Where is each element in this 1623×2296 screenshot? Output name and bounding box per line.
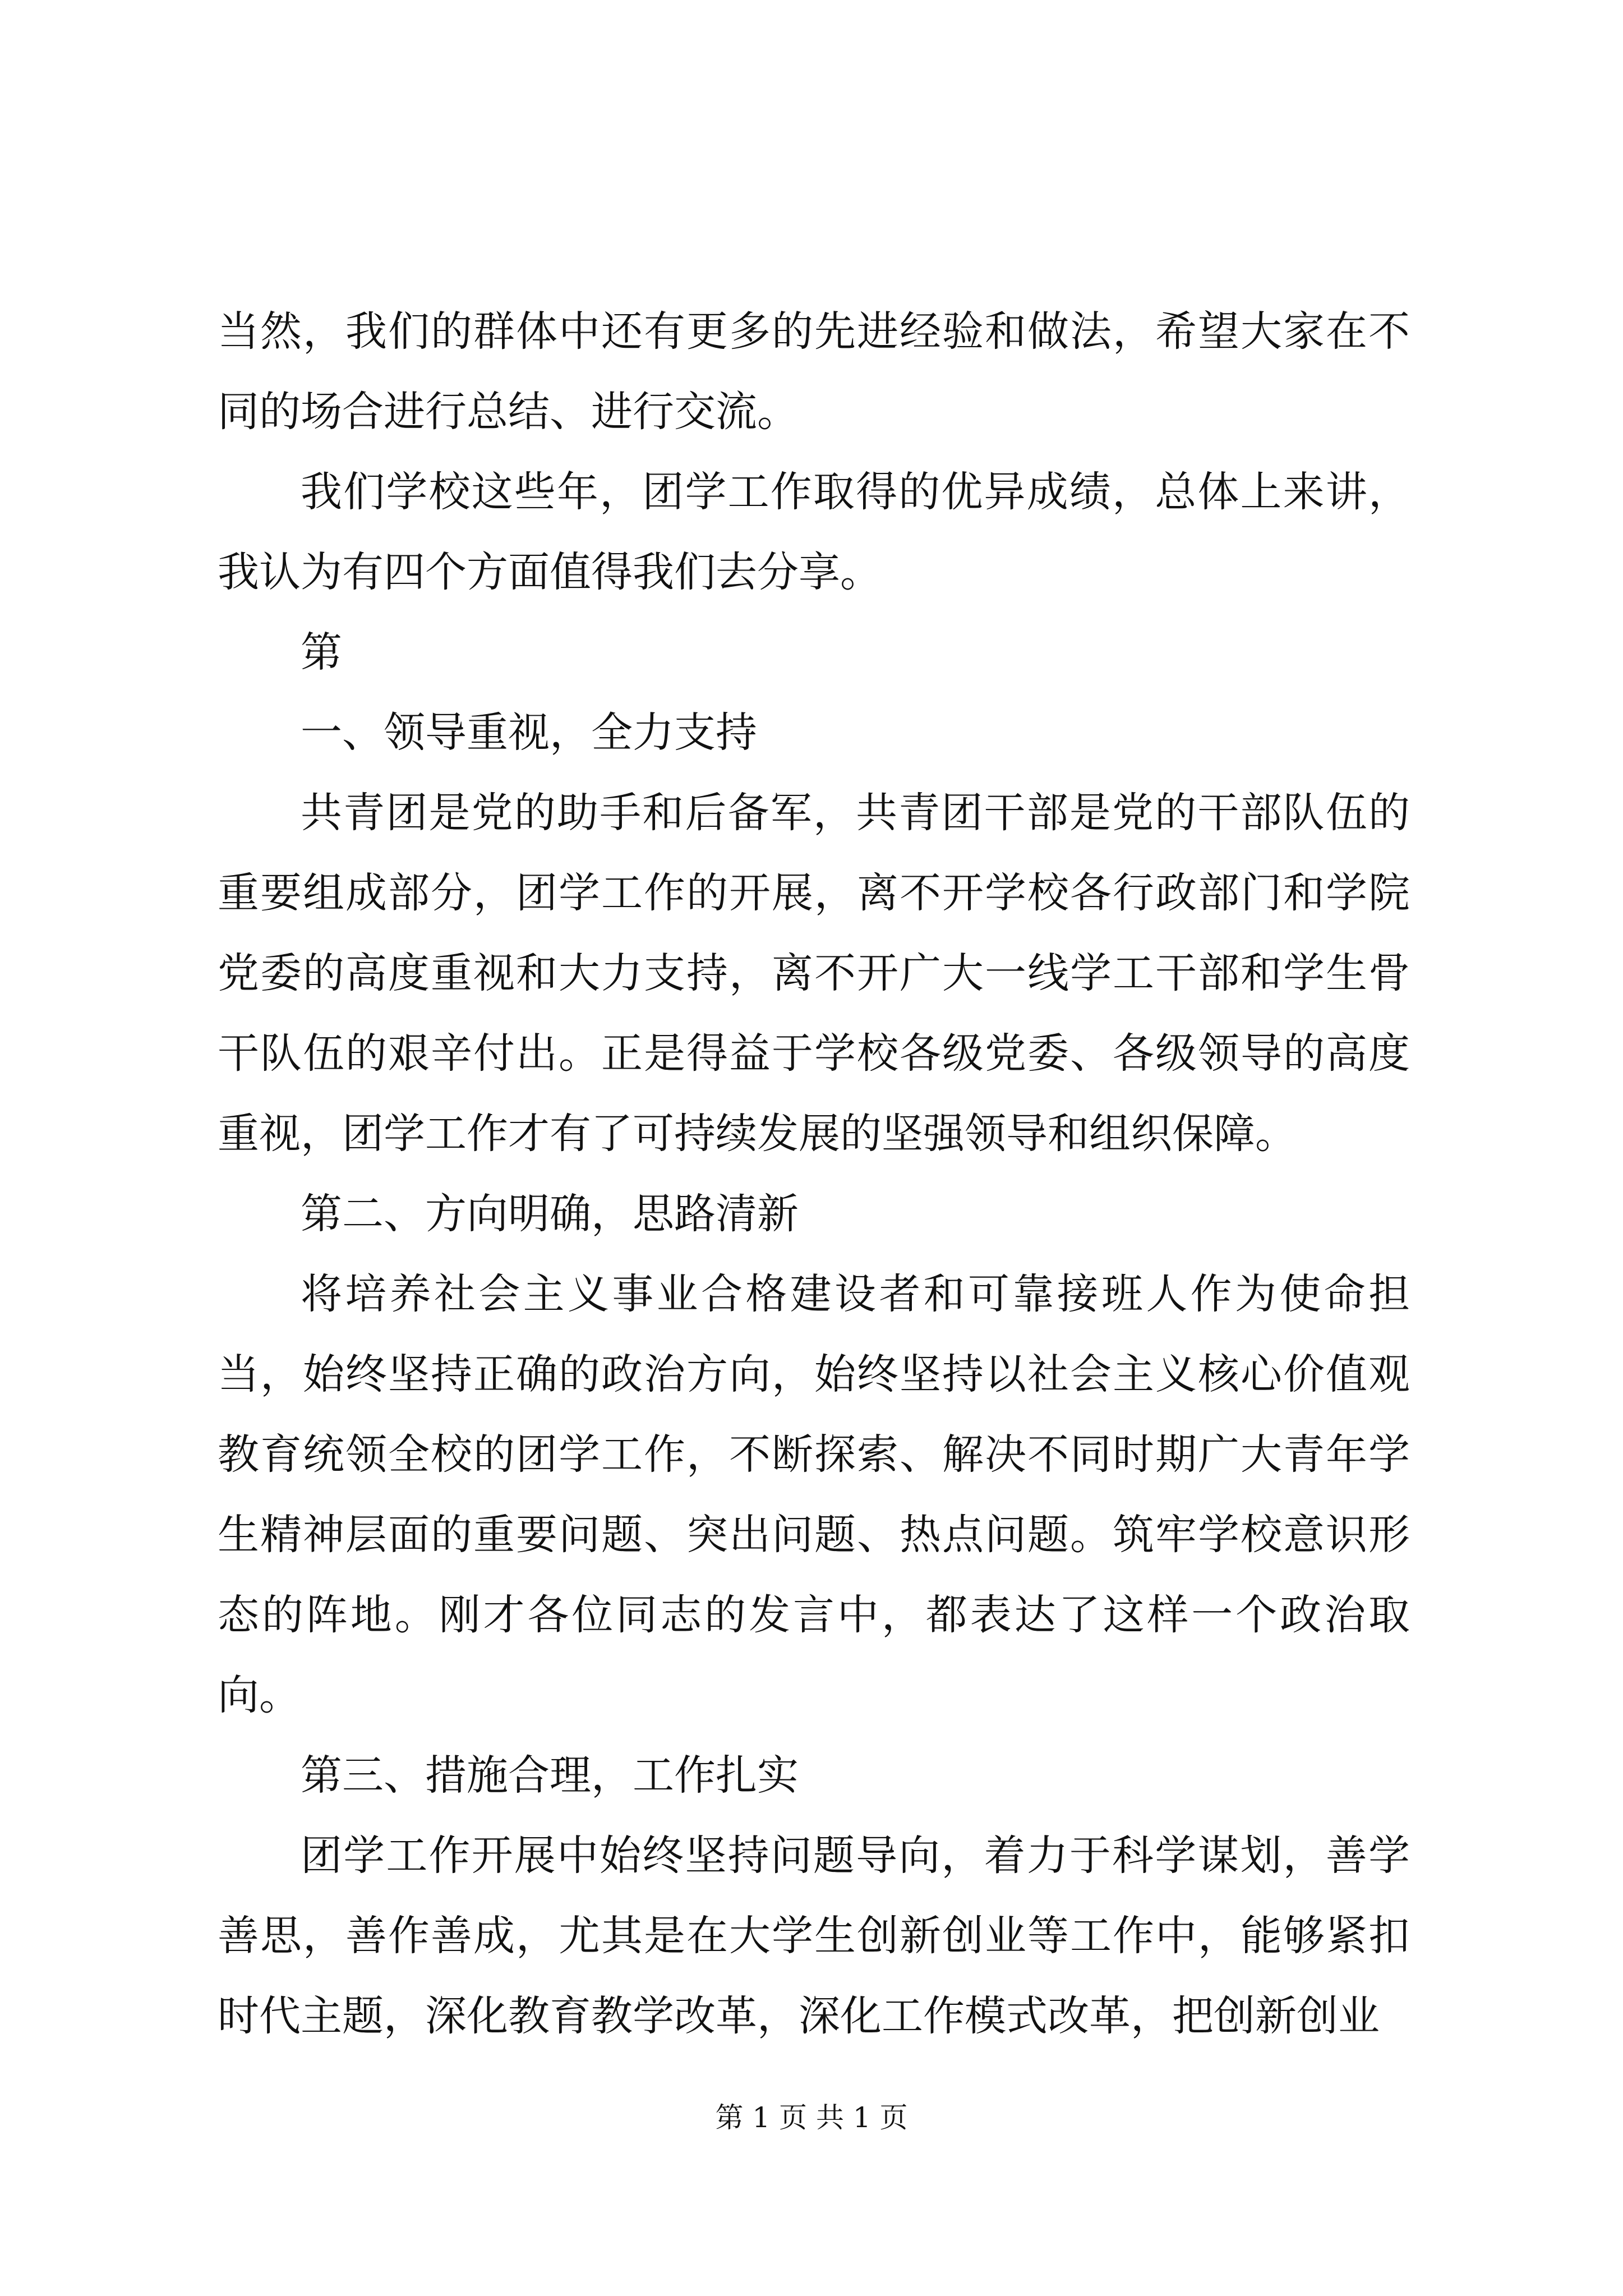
page-footer: 第 1 页 共 1 页 xyxy=(715,2101,908,2134)
paragraph-2: 我们学校这些年，团学工作取得的优异成绩，总体上来讲，我认为有四个方面值得我们去分享。 xyxy=(218,468,1410,596)
document-body xyxy=(218,292,1410,2056)
paragraph-3: 第 xyxy=(301,628,342,677)
paragraph-6: 团学工作开展中始终坚持问题导向，着力于科学谋划，善学善思，善作善成，尤其是在大学生创新创业等工作中，能够紧扣时代主题，深化教育教学改革，深化工作模式改革，把创新创业 xyxy=(218,1832,1410,2040)
paragraph-5: 将培养社会主义事业合格建设者和可靠接班人作为使命担当，始终坚持正确的政治方向，始终坚持以社会主义核心价值观教育统领全校的团学工作，不断探索、解决不同时期广大青年学生精神层面的重要问题、突出问题、热点问题。筑牢学校意识形态的阵地。刚才各位同志的发言中，都表达了这样一个政治取向。 xyxy=(218,1270,1410,1719)
section-heading-3: 第三、措施合理，工作扎实 xyxy=(301,1751,799,1800)
section-heading-2: 第二、方向明确，思路清新 xyxy=(301,1190,799,1238)
paragraph-4: 共青团是党的助手和后备军，共青团干部是党的干部队伍的重要组成部分，团学工作的开展，离不开学校各行政部门和学院党委的高度重视和大力支持，离不开广大一线学工干部和学生骨干队伍的艰辛付出。正是得益于学校各级党委、各级领导的高度重视，团学工作才有了可持续发展的坚强领导和组织保障。 xyxy=(218,789,1410,1158)
section-heading-1: 一、领导重视，全力支持 xyxy=(301,708,757,757)
paragraph-1: 当然，我们的群体中还有更多的先进经验和做法，希望大家在不同的场合进行总结、进行交流。 xyxy=(218,307,1410,436)
